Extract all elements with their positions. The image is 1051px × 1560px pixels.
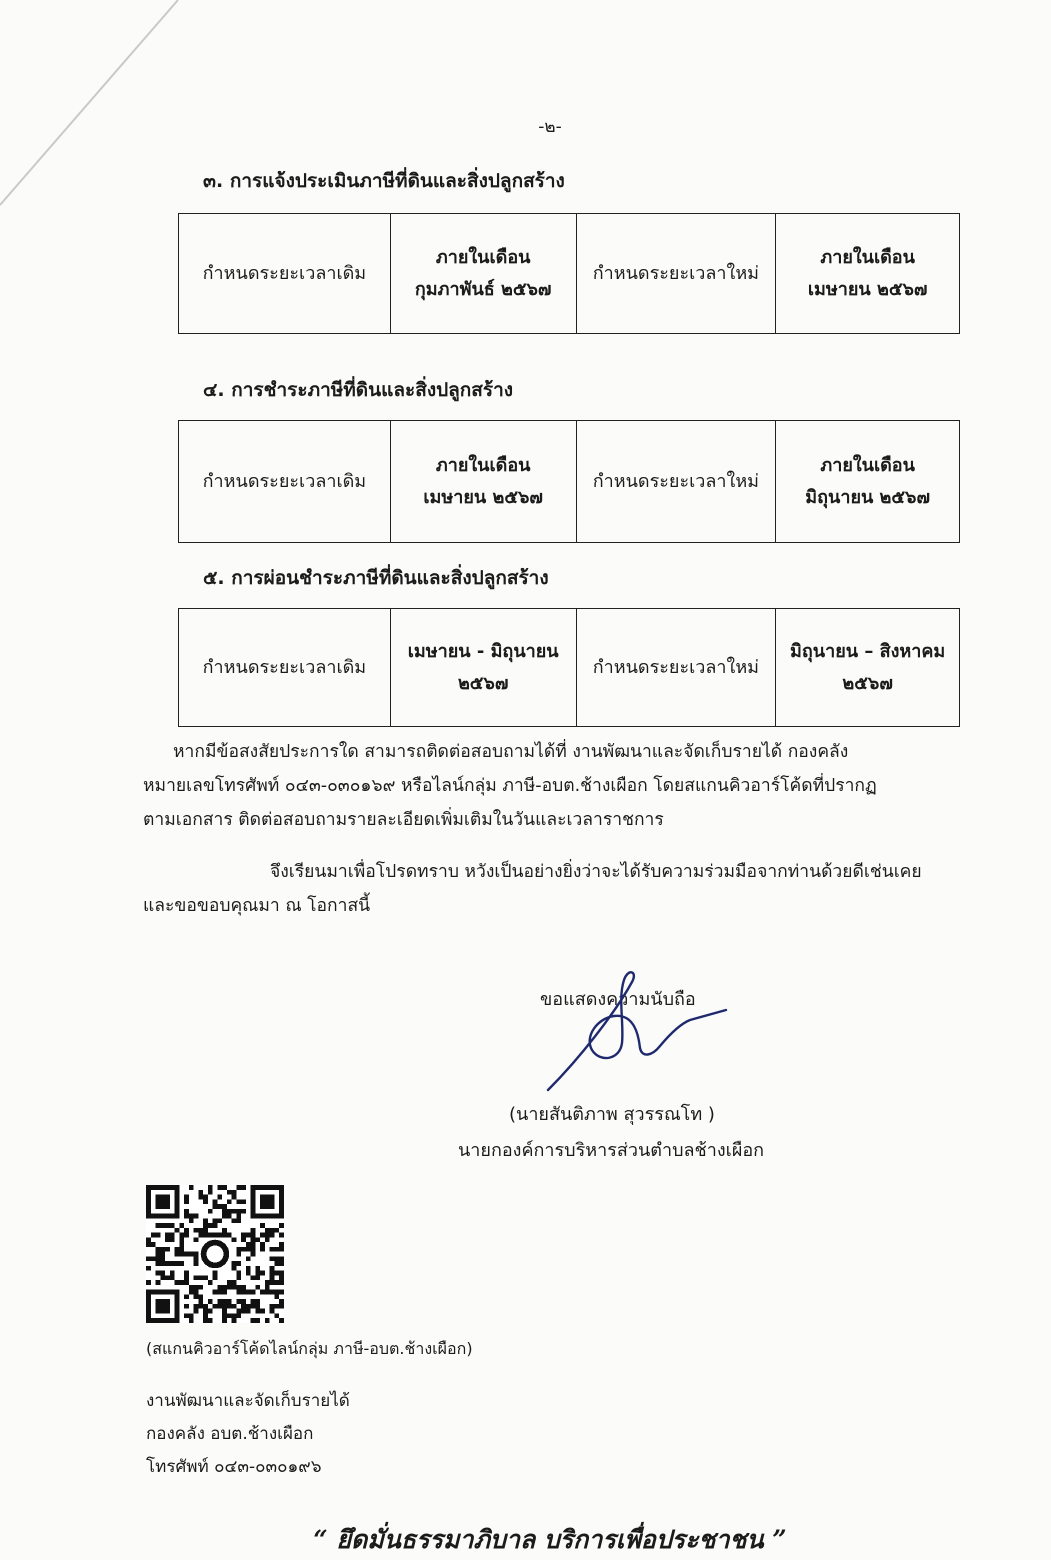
old-deadline-label: กำหนดระยะเวลาเดิม — [179, 214, 391, 334]
section-heading-installment: ๕. การผ่อนชำระภาษีที่ดินและสิ่งปลูกสร้าง — [203, 567, 549, 589]
section-heading-payment: ๔. การชำระภาษีที่ดินและสิ่งปลูกสร้าง — [203, 379, 514, 401]
signer-title: นายกองค์การบริหารส่วนตำบลช้างเผือก — [458, 1140, 765, 1161]
footer-division: กองคลัง อบต.ช้างเผือก — [146, 1424, 314, 1444]
footer-phone: โทรศัพท์ ๐๔๓-๐๓๐๑๙๖ — [146, 1457, 322, 1477]
deadline-table-installment — [178, 608, 960, 727]
old-deadline-value: เมษายน - มิถุนายน ๒๕๖๗ — [390, 609, 576, 727]
contact-footer — [146, 1385, 350, 1484]
new-deadline-label: กำหนดระยะเวลาใหม่ — [576, 421, 776, 543]
handwritten-signature — [540, 968, 740, 1098]
signer-name: (นายสันติภาพ สุวรรณโท ) — [509, 1104, 715, 1125]
new-deadline-value: ภายในเดือน เมษายน ๒๕๖๗ — [776, 214, 960, 334]
motto: “ ยึดมั่นธรรมาภิบาล บริการเพื่อประชาชน ” — [313, 1525, 787, 1554]
section-heading-assessment: ๓. การแจ้งประเมินภาษีที่ดินและสิ่งปลูกสร้าง — [203, 170, 565, 192]
new-deadline-label: กำหนดระยะเวลาใหม่ — [576, 214, 776, 334]
page-number: -๒- — [538, 117, 562, 137]
deadline-table-assessment — [178, 213, 960, 334]
new-deadline-label: กำหนดระยะเวลาใหม่ — [576, 609, 776, 727]
old-deadline-value: ภายในเดือน กุมภาพันธ์ ๒๕๖๗ — [390, 214, 576, 334]
qr-caption: (สแกนคิวอาร์โค้ดไลน์กลุ่ม ภาษี-อบต.ช้างเผือก) — [146, 1339, 473, 1358]
old-deadline-label: กำหนดระยะเวลาเดิม — [179, 421, 391, 543]
deadline-table-payment — [178, 420, 960, 543]
contact-paragraph: หากมีข้อสงสัยประการใด สามารถติดต่อสอบถามได้ที่ งานพัฒนาและจัดเก็บรายได้ กองคลัง หมายเลขโทรศัพท์ ๐๔๓-๐๓๐๑๖๙ หรือไลน์กลุ่ม ภาษี-อบต.ช้างเผือก โดยสแกนคิวอาร์โค้ดที่ปรากฏ ตามเอกสาร ติดต่อสอบถามรายละเอียดเพิ่มเติมในวันและเวลาราชการ — [143, 742, 877, 830]
closing-salutation: ขอแสดงความนับถือ — [540, 989, 696, 1010]
new-deadline-value: มิถุนายน – สิงหาคม ๒๕๖๗ — [776, 609, 960, 727]
new-deadline-value: ภายในเดือน มิถุนายน ๒๕๖๗ — [776, 421, 960, 543]
old-deadline-value: ภายในเดือน เมษายน ๒๕๖๗ — [390, 421, 576, 543]
line-group-qr-code-icon[interactable] — [146, 1185, 284, 1323]
closing-paragraph: จึงเรียนมาเพื่อโปรดทราบ หวังเป็นอย่างยิ่งว่าจะได้รับความร่วมมือจากท่านด้วยดีเช่นเคย และขอขอบคุณมา ณ โอกาสนี้ — [143, 862, 922, 916]
old-deadline-label: กำหนดระยะเวลาเดิม — [179, 609, 391, 727]
footer-department: งานพัฒนาและจัดเก็บรายได้ — [146, 1391, 350, 1411]
